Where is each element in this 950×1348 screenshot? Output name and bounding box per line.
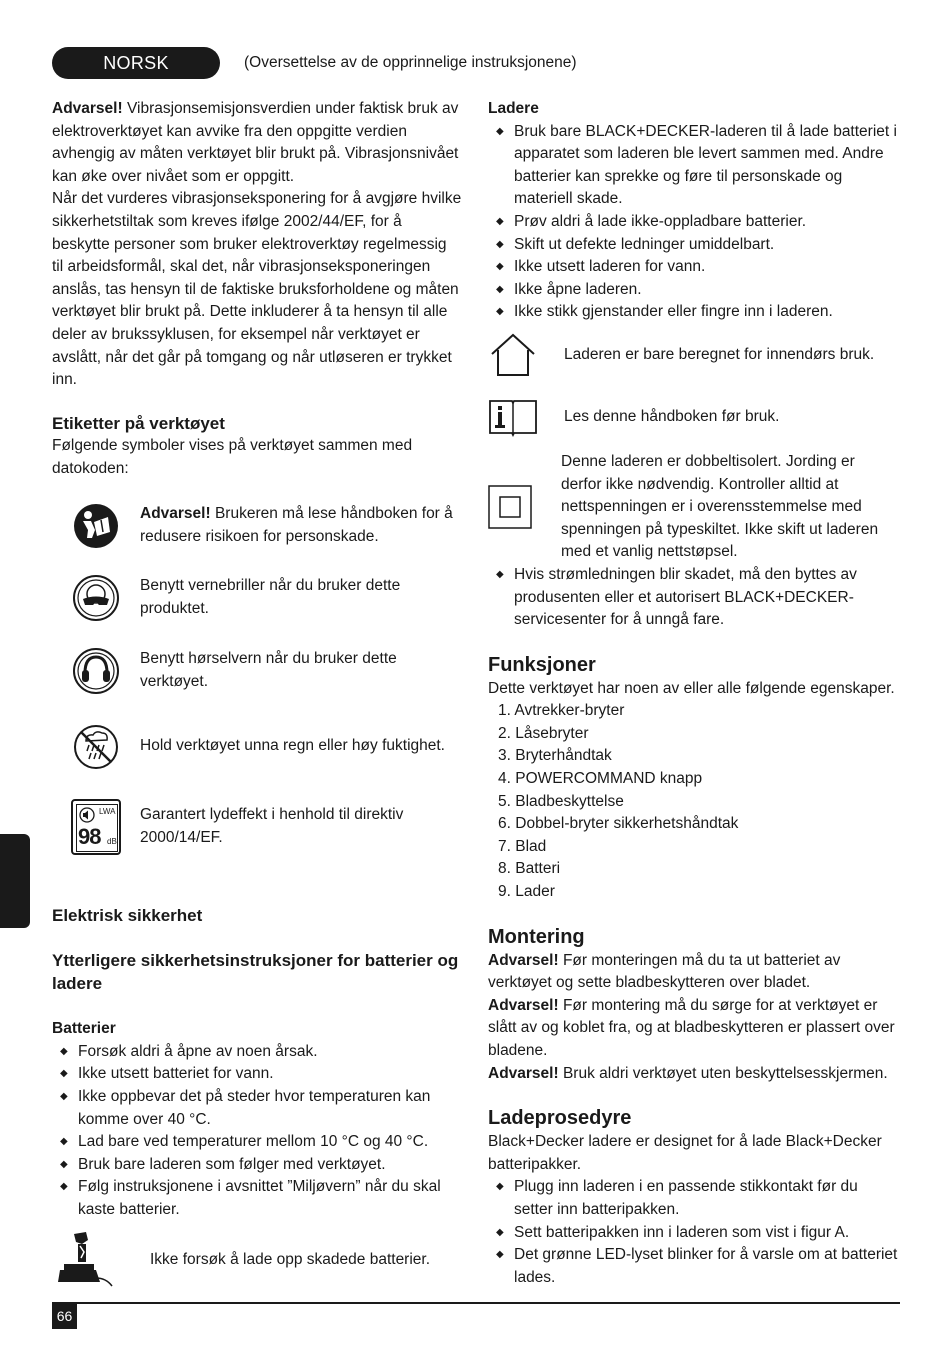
electrical-heading: Elektrisk sikkerhet — [52, 905, 203, 925]
warning-label: Advarsel! — [488, 996, 559, 1014]
damaged-battery-icon — [52, 1230, 150, 1292]
section-tab — [0, 834, 30, 928]
symbol-bold: Advarsel! — [140, 504, 211, 522]
list-item: ◆ Ikke oppbevar det på steder hvor temperaturen kan komme over 40 °C. — [52, 1086, 462, 1131]
features-list — [488, 700, 898, 903]
item-label: Dobbel-bryter sikkerhetshåndtak — [515, 815, 739, 833]
list-item — [488, 723, 898, 746]
charging-list — [488, 1176, 898, 1289]
item-label: Bryterhåndtak — [515, 747, 612, 765]
symbol-text: Les denne håndboken før bruk. — [564, 407, 780, 425]
item-number: 8. — [498, 860, 511, 878]
assembly-warning — [488, 950, 898, 995]
list-item — [488, 791, 898, 814]
symbol-read-manual — [52, 501, 462, 551]
symbol-text: Garantert lydeffekt i henhold til direktiv 2000/14/EF. — [140, 805, 404, 846]
sound-power-icon — [52, 799, 140, 855]
item-label: Låsebryter — [515, 724, 589, 742]
labels-heading: Etiketter på verktøyet — [52, 413, 225, 433]
additional-heading: Ytterligere sikkerhetsinstruksjoner for batterier og ladere — [52, 951, 459, 993]
safety-glasses-icon — [52, 574, 140, 622]
vibration-warning — [52, 98, 462, 188]
item-label: Avtrekker-bryter — [514, 702, 625, 720]
chargers-heading: Ladere — [488, 100, 539, 117]
list-item — [488, 700, 898, 723]
list-item: ◆ Det grønne LED-lyset blinker for å varsle om at batteriet lades. — [488, 1244, 898, 1289]
warning-label: Advarsel! — [488, 951, 559, 969]
charging-heading: Ladeprosedyre — [488, 1107, 632, 1130]
manual-book-icon — [488, 397, 564, 437]
labels-intro: Følgende symboler vises på verktøyet sammen med datokoden: — [52, 437, 413, 477]
list-item — [488, 836, 898, 859]
translation-note: (Oversettelse av de opprinnelige instruksjonene) — [244, 54, 577, 71]
warning-label: Advarsel! — [52, 100, 123, 117]
list-item — [488, 768, 898, 791]
list-item: ◆ Ikke åpne laderen. — [488, 279, 898, 302]
sound-unit: dB — [107, 836, 117, 846]
symbol-text: Benytt hørselvern når du bruker dette verktøyet. — [140, 649, 397, 690]
item-number: 1. — [498, 702, 511, 720]
item-number: 2. — [498, 724, 511, 742]
list-item: ◆ Bruk bare laderen som følger med verktøyet. — [52, 1154, 462, 1177]
item-label: Blad — [515, 837, 547, 855]
language-label: NORSK — [52, 47, 220, 79]
list-item — [488, 881, 898, 904]
page-number: 66 — [52, 1304, 77, 1329]
house-icon — [488, 332, 564, 378]
warning-label: Advarsel! — [488, 1064, 559, 1082]
symbol-safety-glasses — [52, 573, 462, 623]
symbol-text: Ikke forsøk å lade opp skadede batterier. — [150, 1251, 431, 1269]
assembly-heading: Montering — [488, 925, 585, 948]
list-item: ◆ Ikke utsett laderen for vann. — [488, 256, 898, 279]
list-item: ◆ Bruk bare BLACK+DECKER-laderen til å lade batteriet i apparatet som laderen ble levert sammen med. Andre batterier kan sprekke og føre til personskade og materiell skade. — [488, 121, 898, 211]
footer-rule — [52, 1302, 900, 1304]
item-number: 9. — [498, 883, 511, 901]
speaker-icon — [79, 807, 95, 823]
symbol-ear-protection — [52, 645, 462, 697]
double-insulated-icon — [488, 485, 561, 529]
symbol-no-rain — [52, 719, 462, 775]
warning-text: Bruk aldri verktøyet uten beskyttelsesskjermen. — [558, 1064, 888, 1082]
item-number: 3. — [498, 747, 511, 765]
assembly-warning — [488, 1063, 898, 1086]
left-column — [52, 98, 462, 1292]
read-manual-icon — [52, 502, 140, 550]
list-item: ◆ Forsøk aldri å åpne av noen årsak. — [52, 1041, 462, 1064]
vibration-text: Når det vurderes vibrasjonseksponering for å avgjøre hvilke sikkerhetstiltak som kreves ifølge 2002/44/EF, for å beskytte personer som bruker elektroverktøy regelmessig til arbeidsformål, skal det, når vibrasjonseksponeringen anslås, tas hensyn til de faktiske bruksforholdene og måten verktøyet blir brukt på. Dette inkluderer å ta hensyn til alle deler av brukssyklusen, for eksempel når verktøyet er avslått, når det går på tomgang og når utløseren er trykket inn. — [52, 190, 462, 389]
list-item: ◆ Prøv aldri å lade ikke-oppladbare batterier. — [488, 211, 898, 234]
item-label: POWERCOMMAND knapp — [515, 770, 703, 788]
right-column — [488, 98, 898, 1289]
list-item — [488, 745, 898, 768]
lwa-label: LWA — [99, 806, 116, 816]
charger-list — [488, 121, 898, 324]
symbol-damaged-battery — [52, 1230, 462, 1292]
warning-text: Før montering må du sørge for at verktøyet er slått av og koblet fra, og at bladbeskytteren er plassert over bladene. — [488, 996, 895, 1059]
item-number: 5. — [498, 792, 511, 810]
list-item: ◆ Ikke stikk gjenstander eller fingre inn i laderen. — [488, 301, 898, 324]
item-number: 6. — [498, 815, 511, 833]
item-number: 7. — [498, 837, 511, 855]
list-item — [488, 858, 898, 881]
ear-protection-icon — [52, 647, 140, 695]
symbol-indoor — [488, 330, 898, 380]
item-label: Bladbeskyttelse — [515, 792, 624, 810]
symbol-sound-power — [52, 797, 462, 857]
list-item: ◆ Ikke utsett batteriet for vann. — [52, 1063, 462, 1086]
symbol-text: Benytt vernebriller når du bruker dette produktet. — [140, 576, 401, 617]
list-item — [488, 813, 898, 836]
item-label: Batteri — [515, 860, 561, 878]
batteries-heading: Batterier — [52, 1020, 116, 1038]
no-rain-icon — [52, 724, 140, 770]
assembly-warning — [488, 995, 898, 1063]
list-item: ◆ Lad bare ved temperaturer mellom 10 °C og 40 °C. — [52, 1131, 462, 1154]
battery-list — [52, 1041, 462, 1222]
list-item: ◆ Plugg inn laderen i en passende stikkontakt før du setter inn batteripakken. — [488, 1176, 898, 1221]
warning-text: Før monteringen må du ta ut batteriet av verktøyet og sette bladbeskytteren over bladet. — [488, 951, 841, 992]
features-intro: Dette verktøyet har noen av eller alle følgende egenskaper. — [488, 679, 895, 697]
symbol-double-insulated — [488, 451, 898, 564]
cord-list — [488, 564, 898, 632]
list-item: ◆ Sett batteripakken inn i laderen som vist i figur A. — [488, 1222, 898, 1245]
warning-text: Vibrasjonsemisjonsverdien under faktisk bruk av elektroverktøyet kan avvike fra den oppgitte verdien avhengig av måten verktøyet blir brukt på. Vibrasjonsnivået kan øke over nivået som er oppgitt. — [52, 100, 459, 185]
symbol-read-manual-charger — [488, 392, 898, 442]
symbol-text: Laderen er bare beregnet for innendørs bruk. — [564, 345, 875, 363]
item-number: 4. — [498, 770, 511, 788]
symbol-text: Hold verktøyet unna regn eller høy fuktighet. — [140, 737, 445, 755]
list-item: ◆ Skift ut defekte ledninger umiddelbart. — [488, 234, 898, 257]
sound-badge — [71, 799, 121, 855]
symbol-desc: Brukeren må lese håndboken for å redusere risikoen for personskade. — [140, 504, 453, 545]
features-heading: Funksjoner — [488, 653, 596, 676]
symbol-text: Denne laderen er dobbeltisolert. Jording er derfor ikke nødvendig. Kontroller alltid at nettspenningen er i overensstemmelse med spenningen på typeskiltet. Ikke skift ut laderen med et vanlig nettstøpsel. — [561, 452, 879, 561]
list-item: ◆ Hvis strømledningen blir skadet, må den byttes av produsenten eller et autorisert BLACK+DECKER-servicesenter for å unngå fare. — [488, 564, 898, 632]
charging-intro: Black+Decker ladere er designet for å lade Black+Decker batteripakker. — [488, 1133, 882, 1173]
item-label: Lader — [515, 883, 555, 901]
sound-value: 98 — [78, 823, 101, 849]
symbol-text — [140, 503, 462, 548]
list-item: ◆ Følg instruksjonene i avsnittet ”Miljøvern” når du skal kaste batterier. — [52, 1176, 462, 1221]
